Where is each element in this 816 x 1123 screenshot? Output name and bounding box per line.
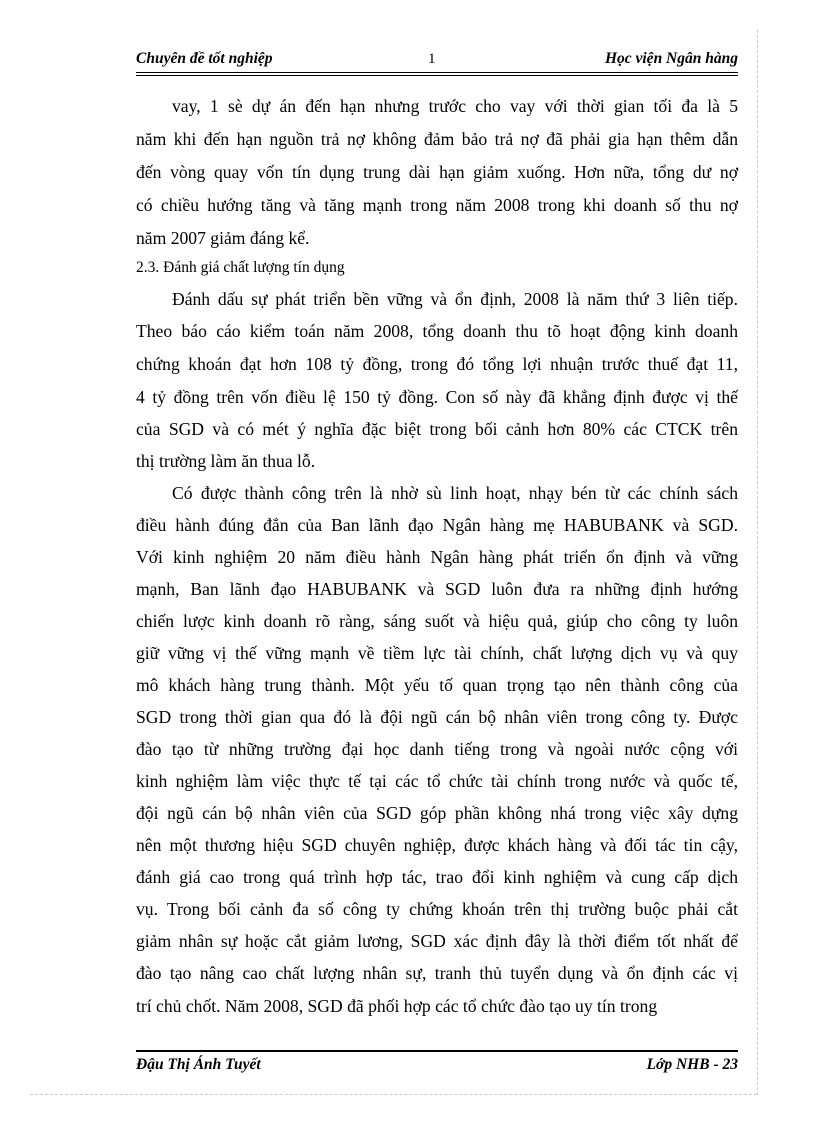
text-line: kinh nghiệm làm việc thực tế tại các tổ chức tài chính trong nước và quốc tế, [136,771,738,791]
text-line: nên một thương hiệu SGD chuyên nghiệp, được khách hàng và đối tác tin cậy, [136,835,738,855]
footer-rule [136,1050,738,1052]
text-line: chứng khoán đạt hơn 108 tỷ đồng, trong đó tổng lợi nhuận trước thuế đạt 11, [136,354,738,374]
header-rule-thin [136,75,738,76]
text-line: mô khách hàng trung thành. Một yếu tố quan trọng tạo nên thành công của [136,675,738,695]
text-line: đào tạo nâng cao chất lượng nhân sự, tranh thủ tuyển dụng và ổn định các vị [136,963,738,983]
text-line: có chiều hướng tăng và tăng mạnh trong năm 2008 trong khi doanh số thu nợ [136,195,738,215]
header-rule [136,72,738,73]
text-line: đánh giá cao trong quá trình hợp tác, trao đổi kinh nghiệm và cung cấp dịch [136,867,738,887]
text-line: vay, 1 sè dự án đến hạn nhưng trước cho vay với thời gian tối đa là 5 [172,96,738,116]
page-border-bottom [30,1094,757,1095]
text-line: năm 2007 giảm đáng kể. [136,228,310,248]
text-line: thị trường làm ăn thua lỗ. [136,451,316,471]
text-line: của SGD và có mét ý nghĩa đặc biệt trong bối cảnh hơn 80% các CTCK trên [136,419,738,439]
page-footer [136,1056,738,1078]
text-line: Đánh dấu sự phát triển bền vững và ổn định, 2008 là năm thứ 3 liên tiếp. [172,289,738,309]
header-institution: Học viện Ngân hàng [604,50,738,67]
page-header [136,48,738,70]
text-line: đến vòng quay vốn tín dụng trung dài hạn giảm xuống. Hơn nữa, tổng dư nợ [136,162,738,182]
text-line: giữ vững vị thế vững mạnh về tiềm lực tài chính, chất lượng dịch vụ và quy [136,643,738,663]
header-title: Chuyên đề tốt nghiệp [136,50,273,67]
page-border-right [757,30,758,1095]
text-line: chiến lược kinh doanh rõ ràng, sáng suốt và hiệu quả, giúp cho công ty luôn [136,611,738,631]
text-line: giảm nhân sự hoặc cắt giảm lương, SGD xác định đây là thời điểm tốt nhất để [136,931,738,951]
text-line: Theo báo cáo kiểm toán năm 2008, tổng doanh thu tõ hoạt động kinh doanh [136,321,738,341]
page-number: 1 [428,51,436,67]
text-line: vụ. Trong bối cảnh đa số công ty chứng khoán trên thị trường buộc phải cắt [136,899,738,919]
text-line: điều hành đúng đắn của Ban lãnh đạo Ngân hàng mẹ HABUBANK và SGD. [136,515,738,535]
text-line: Có được thành công trên là nhờ sù linh hoạt, nhạy bén từ các chính sách [172,483,738,503]
section-heading: 2.3. Đánh giá chất lượng tín dụng [136,259,345,276]
text-line: SGD trong thời gian qua đó là đội ngũ cán bộ nhân viên trong công ty. Được [136,707,738,727]
text-line: đào tạo từ những trường đại học danh tiếng trong và ngoài nước cộng với [136,739,738,759]
footer-author: Đậu Thị Ánh Tuyết [136,1056,261,1073]
footer-class: Lớp NHB - 23 [646,1056,738,1073]
text-line: Với kinh nghiệm 20 năm điều hành Ngân hàng phát triển ổn định và vững [136,547,738,567]
text-line: mạnh, Ban lãnh đạo HABUBANK và SGD luôn đưa ra những định hướng [136,579,738,599]
text-line: năm khi đến hạn nguồn trả nợ không đảm bảo trả nợ đã phải gia hạn thêm dẫn [136,129,738,149]
text-line: trí chủ chốt. Năm 2008, SGD đã phối hợp các tổ chức đào tạo uy tín trong [136,996,658,1016]
text-line: đội ngũ cán bộ nhân viên của SGD góp phần không nhá trong việc xây dựng [136,803,738,823]
text-line: 4 tỷ đồng trên vốn điều lệ 150 tỷ đồng. Con số này đã khẳng định được vị thế [136,387,738,407]
